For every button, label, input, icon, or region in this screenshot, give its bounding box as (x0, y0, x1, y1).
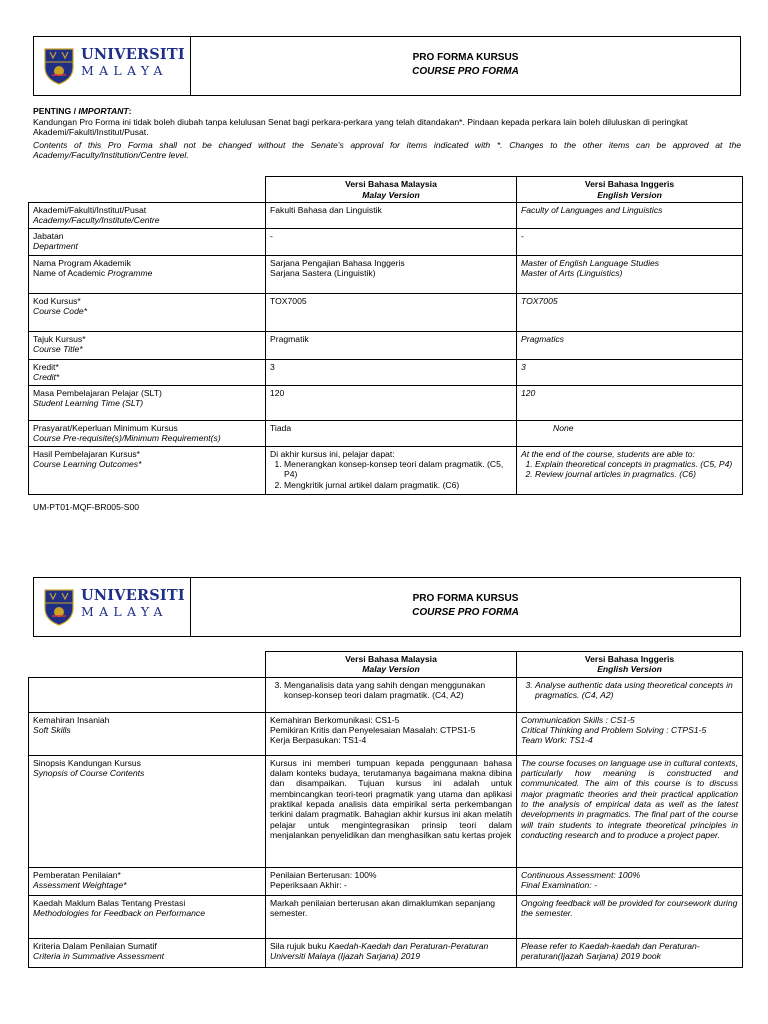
logo-malaya: MALAYA (81, 63, 168, 78)
logo-universiti: UNIVERSITI (81, 587, 185, 604)
table-row: Kod Kursus* Course Code* TOX7005 TOX7005 (29, 294, 743, 332)
table-row: Masa Pembelajaran Pelajar (SLT) Student Learning Time (SLT) 120 120 (29, 385, 743, 420)
table-row: Sinopsis Kandungan Kursus Synopsis of Course Contents Kursus ini memberi tumpuan kepada penggunaan bahasa dalam konteks budaya, terutamanya bagaimana makna dibina dan disampaikan. Tujuan kursus ini adalah untuk membincangkan teori-teori pragmatik yang utama dan aplikasi praktikal kepada analisis data empirikal serta perkembangan terkini dalam pragmatik. Bahagian akhir kursus ini akan melatih pelajar untuk mengintegrasikan prinsip teori dalam menjalankan penyelidikan dan menghasilkan satu kertas projek The course focuses on language use in cultural contexts, particularly how meaning is constructed and communicated. The aim of this course is to discuss major pragmatic theories and their practical application to the analysis of empirical data as well as the latest developments in pragmatics. The final part of the course will train students to integrate theoretical principles in conducting research and to produce a project paper. (29, 755, 743, 867)
logo-universiti: UNIVERSITI (81, 46, 185, 63)
table-row: 3. Menganalisis data yang sahih dengan menggunakan konsep-konsep teori dalam pragmatik. (C4, A2) 3. Analyse authentic data using theoretical concepts in pragmatics. (C4, A2) (29, 677, 743, 712)
notice-label: PENTING / IMPORTANT: (33, 106, 132, 116)
table-row: Tajuk Kursus* Course Title* Pragmatik Pragmatics (29, 332, 743, 360)
table-row: Jabatan Department - - (29, 229, 743, 256)
course-table-page1 (28, 176, 743, 495)
title-malay: PRO FORMA KURSUS (412, 593, 519, 604)
table-row: Akademi/Fakulti/Institut/Pusat Academy/Faculty/Institute/Centre Fakulti Bahasa dan Linguistik Faculty of Languages and Linguistics (29, 203, 743, 229)
column-header-english: Versi Bahasa Inggeris English Version (517, 652, 743, 678)
title-english: COURSE PRO FORMA (412, 66, 519, 77)
logo-malaya: MALAYA (81, 604, 168, 619)
university-logo (41, 43, 184, 90)
university-logo (41, 584, 184, 631)
footer-code: UM-PT01-MQF-BR005-S00 (33, 502, 140, 512)
column-header-malay: Versi Bahasa Malaysia Malay Version (266, 652, 517, 678)
table-row: Prasyarat/Keperluan Minimum Kursus Course Pre-requisite(s)/Minimum Requirement(s) Tiada None (29, 420, 743, 446)
notice-english: Contents of this Pro Forma shall not be changed without the Senate's approval for items indicated with *. Changes to the other items can be approved at the Academy/Faculty/Institution/Centre level. (33, 140, 741, 161)
university-logo-cell (34, 37, 191, 95)
table-row: Pemberatan Penilaian* Assessment Weightage* Penilaian Berterusan: 100% Peperiksaan Akhir: - Continuous Assessment: 100% Final Examination: - (29, 867, 743, 895)
table-row: Kemahiran Insaniah Soft Skills Kemahiran Berkomunikasi: CS1-5 Pemikiran Kritis dan Penyelesaian Masalah: CTPS1-5 Kerja Berpasukan: TS1-4 Communication Skills : CS1-5 Critical Thinking and Problem Solving : CTPS1-5 Team Work: TS1-4 (29, 712, 743, 755)
table-row: Hasil Pembelajaran Kursus* Course Learning Outcomes* Di akhir kursus ini, pelajar dapat: 1. Menerangkan konsep-konsep teori dalam pragmatik. (C5, P4) 2. Mengkritik jurnal artikel dalam pragmatik. (C6) At the end of the course, students are able to: 1. Explain theoretical concepts in pragmatics. (C5, P4) 2. Review journal articles in pragmatics. (C6) (29, 446, 743, 494)
page2-header (33, 577, 741, 637)
table-row: Nama Program Akademik Name of Academic Programme Sarjana Pengajian Bahasa Inggeris Sarjana Sastera (Linguistik) Master of English Language Studies Master of Arts (Linguistics) (29, 256, 743, 294)
crest-icon (44, 47, 74, 85)
crest-icon (44, 588, 74, 626)
table-row: Kriteria Dalam Penilaian Sumatif Criteria in Summative Assessment Sila rujuk buku Kaedah-Kaedah dan Peraturan-Peraturan Universiti Malaya (Ijazah Sarjana) 2019 Please refer to Kaedah-kaedah dan Peraturan-peraturan(Ijazah Sarjana) 2019 book (29, 938, 743, 967)
course-table-page2 (28, 651, 743, 968)
table-row: Kredit* Credit* 3 3 (29, 360, 743, 386)
title-english: COURSE PRO FORMA (412, 607, 519, 618)
university-logo-cell (34, 578, 191, 636)
notice-malay: Kandungan Pro Forma ini tidak boleh diubah tanpa kelulusan Senat bagi perkara-perkara yang telah ditandakan*. Pindaan kepada perkara lain boleh diluluskan di peringkat Akademi/Fakulti/Institut/Pusat. (33, 117, 688, 138)
column-header-english: Versi Bahasa Inggeris English Version (517, 177, 743, 203)
title-malay: PRO FORMA KURSUS (412, 52, 519, 63)
page1-header (33, 36, 741, 96)
table-row: Kaedah Maklum Balas Tentang Prestasi Methodologies for Feedback on Performance Markah penilaian berterusan akan dimaklumkan sepanjang semester. Ongoing feedback will be provided for coursework during the semester. (29, 895, 743, 938)
column-header-malay: Versi Bahasa Malaysia Malay Version (266, 177, 517, 203)
